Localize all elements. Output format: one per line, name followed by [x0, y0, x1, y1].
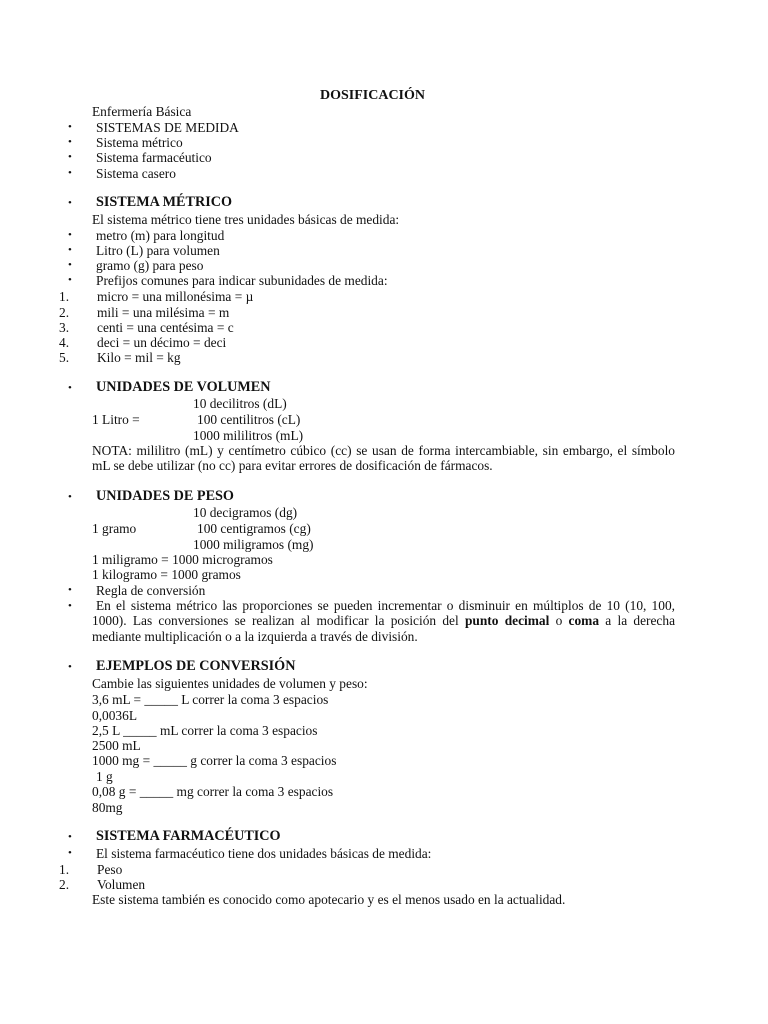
conversion-rule-text	[92, 598, 675, 644]
bullet: •	[68, 167, 72, 179]
examples-intro: Cambie las siguientes unidades de volumen y peso:	[92, 676, 368, 691]
bullet: •	[68, 197, 72, 209]
prefix-item: centi = una centésima = c	[97, 320, 234, 335]
subtitle: Enfermería Básica	[92, 104, 192, 119]
bullet: •	[68, 244, 72, 256]
list-number: 1.	[59, 862, 70, 877]
example-line: 0,08 g = _____ mg correr la coma 3 espacios	[92, 784, 334, 799]
volume-note: NOTA: mililitro (mL) y centímetro cúbico (cc) se usan de forma intercambiable, sin embargo, el símbolo mL se debe utilizar (no cc) para evitar errores de dosificación de fármacos.	[92, 443, 675, 474]
list-number: 2.	[59, 305, 70, 320]
rule-bold-decimal-point: punto decimal	[464, 613, 550, 629]
metric-unit: Litro (L) para volumen	[96, 243, 220, 258]
prefix-item: deci = un décimo = deci	[97, 335, 227, 350]
intro-item: Sistema métrico	[96, 135, 183, 150]
bullet: •	[68, 136, 72, 148]
pharma-closing: Este sistema también es conocido como apotecario y es el menos usado en la actualidad.	[92, 892, 566, 907]
intro-item: Sistema farmacéutico	[96, 150, 212, 165]
intro-item: Sistema casero	[96, 166, 176, 181]
bullet: •	[68, 847, 72, 859]
metric-intro: El sistema métrico tiene tres unidades básicas de medida:	[92, 212, 400, 227]
example-line: 3,6 mL = _____ L correr la coma 3 espacios	[92, 692, 329, 707]
example-line: 0,0036L	[92, 708, 138, 723]
volume-value: 1000 mililitros (mL)	[193, 428, 304, 443]
rule-text-part: a la derecha mediante multiplicación o a la izquierda a través de división.	[92, 613, 676, 644]
pharma-intro: El sistema farmacéutico tiene dos unidades básicas de medida:	[96, 846, 432, 861]
section-heading-examples: EJEMPLOS DE CONVERSIÓN	[96, 658, 296, 674]
list-number: 1.	[59, 289, 70, 304]
rule-text-part: En el sistema métrico las proporciones se pueden incrementar o disminuir en múltiplos de 10 (10, 100, 1000). Las conversiones se realizan al modificar la posición del	[92, 598, 675, 629]
bullet: •	[68, 831, 72, 843]
intro-item: SISTEMAS DE MEDIDA	[96, 120, 239, 135]
bullet: •	[68, 661, 72, 673]
list-number: 4.	[59, 335, 70, 350]
bullet: •	[68, 491, 72, 503]
weight-label: 1 gramo	[92, 521, 137, 536]
bullet: •	[68, 382, 72, 394]
prefix-item: micro = una millonésima = µ	[97, 289, 254, 304]
pharma-item: Peso	[97, 862, 123, 877]
volume-label: 1 Litro =	[92, 412, 140, 427]
example-line: 1 g	[96, 769, 113, 784]
metric-unit: metro (m) para longitud	[96, 228, 225, 243]
example-line: 80mg	[92, 800, 123, 815]
weight-value: 100 centigramos (cg)	[197, 521, 311, 536]
prefixes-intro: Prefijos comunes para indicar subunidades de medida:	[96, 273, 388, 288]
weight-extra: 1 miligramo = 1000 microgramos	[92, 552, 273, 567]
bullet: •	[68, 584, 72, 596]
section-heading-metric: SISTEMA MÉTRICO	[96, 194, 232, 210]
example-line: 1000 mg = _____ g correr la coma 3 espacios	[92, 753, 337, 768]
bullet: •	[68, 600, 72, 612]
volume-value: 10 decilitros (dL)	[193, 396, 287, 411]
example-line: 2,5 L _____ mL correr la coma 3 espacios	[92, 723, 318, 738]
list-number: 2.	[59, 877, 70, 892]
rule-bold-comma: coma	[568, 613, 600, 629]
list-number: 3.	[59, 320, 70, 335]
section-heading-pharma: SISTEMA FARMACÉUTICO	[96, 828, 281, 844]
prefix-item: mili = una milésima = m	[97, 305, 230, 320]
bullet: •	[68, 274, 72, 286]
pharma-item: Volumen	[97, 877, 146, 892]
section-heading-weight: UNIDADES DE PESO	[96, 488, 234, 504]
volume-value: 100 centilitros (cL)	[197, 412, 301, 427]
metric-unit: gramo (g) para peso	[96, 258, 204, 273]
weight-value: 1000 miligramos (mg)	[193, 537, 314, 552]
bullet: •	[68, 229, 72, 241]
section-heading-volume: UNIDADES DE VOLUMEN	[96, 379, 271, 395]
weight-value: 10 decigramos (dg)	[193, 505, 298, 520]
page-title: DOSIFICACIÓN	[319, 88, 425, 103]
bullet: •	[68, 259, 72, 271]
conversion-rule: Regla de conversión	[96, 583, 206, 598]
bullet: •	[68, 121, 72, 133]
prefix-item: Kilo = mil = kg	[97, 350, 181, 365]
bullet: •	[68, 151, 72, 163]
weight-extra: 1 kilogramo = 1000 gramos	[92, 567, 241, 582]
example-line: 2500 mL	[92, 738, 141, 753]
list-number: 5.	[59, 350, 70, 365]
rule-text-part: o	[549, 613, 569, 629]
